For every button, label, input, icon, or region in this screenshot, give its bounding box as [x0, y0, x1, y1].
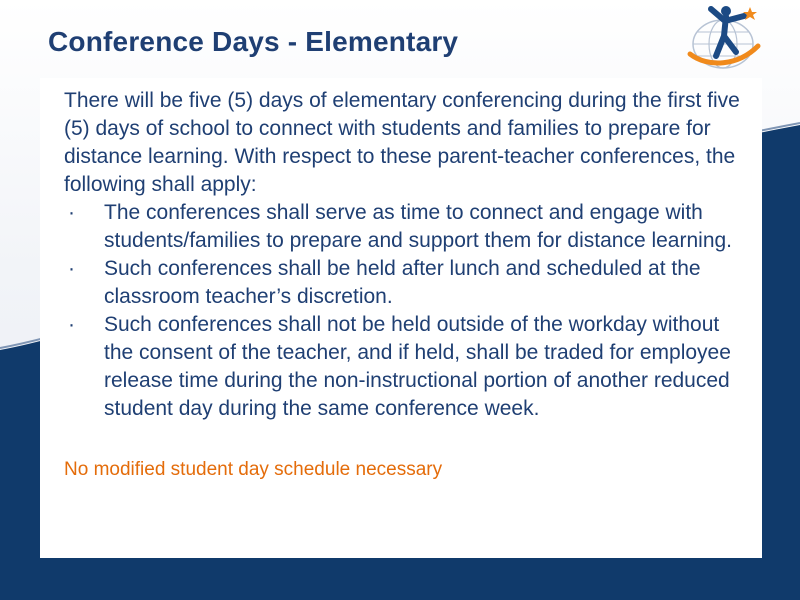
- bullet-text: Such conferences shall not be held outside of the workday without the consent of the teacher, and if held, shall be traded for employee release time during the non-instructional portion of another reduced student day during the same conference week.: [104, 313, 731, 420]
- schedule-note: No modified student day schedule necessary: [64, 459, 443, 480]
- intro-paragraph: There will be five (5) days of elementary conferencing during the first five (5) days of school to connect with students and families to prepare for distance learning. With respect to these parent-teacher conferences, the following shall apply:: [64, 89, 740, 196]
- slide-title: Conference Days - Elementary: [48, 26, 459, 57]
- bullet-marker: ·: [68, 201, 75, 224]
- bullet-item: [64, 199, 752, 255]
- content-box: [40, 78, 762, 558]
- bullet-list: [64, 199, 752, 423]
- bullet-marker: ·: [68, 257, 75, 280]
- bullet-marker: ·: [68, 313, 75, 336]
- bullet-item: [64, 255, 752, 311]
- bullet-text: Such conferences shall be held after lunch and scheduled at the classroom teacher’s discretion.: [104, 257, 701, 308]
- bullet-item: [64, 311, 752, 423]
- star-figure-globe-icon: [686, 2, 764, 72]
- bullet-text: The conferences shall serve as time to connect and engage with students/families to prepare and support them for distance learning.: [104, 201, 733, 252]
